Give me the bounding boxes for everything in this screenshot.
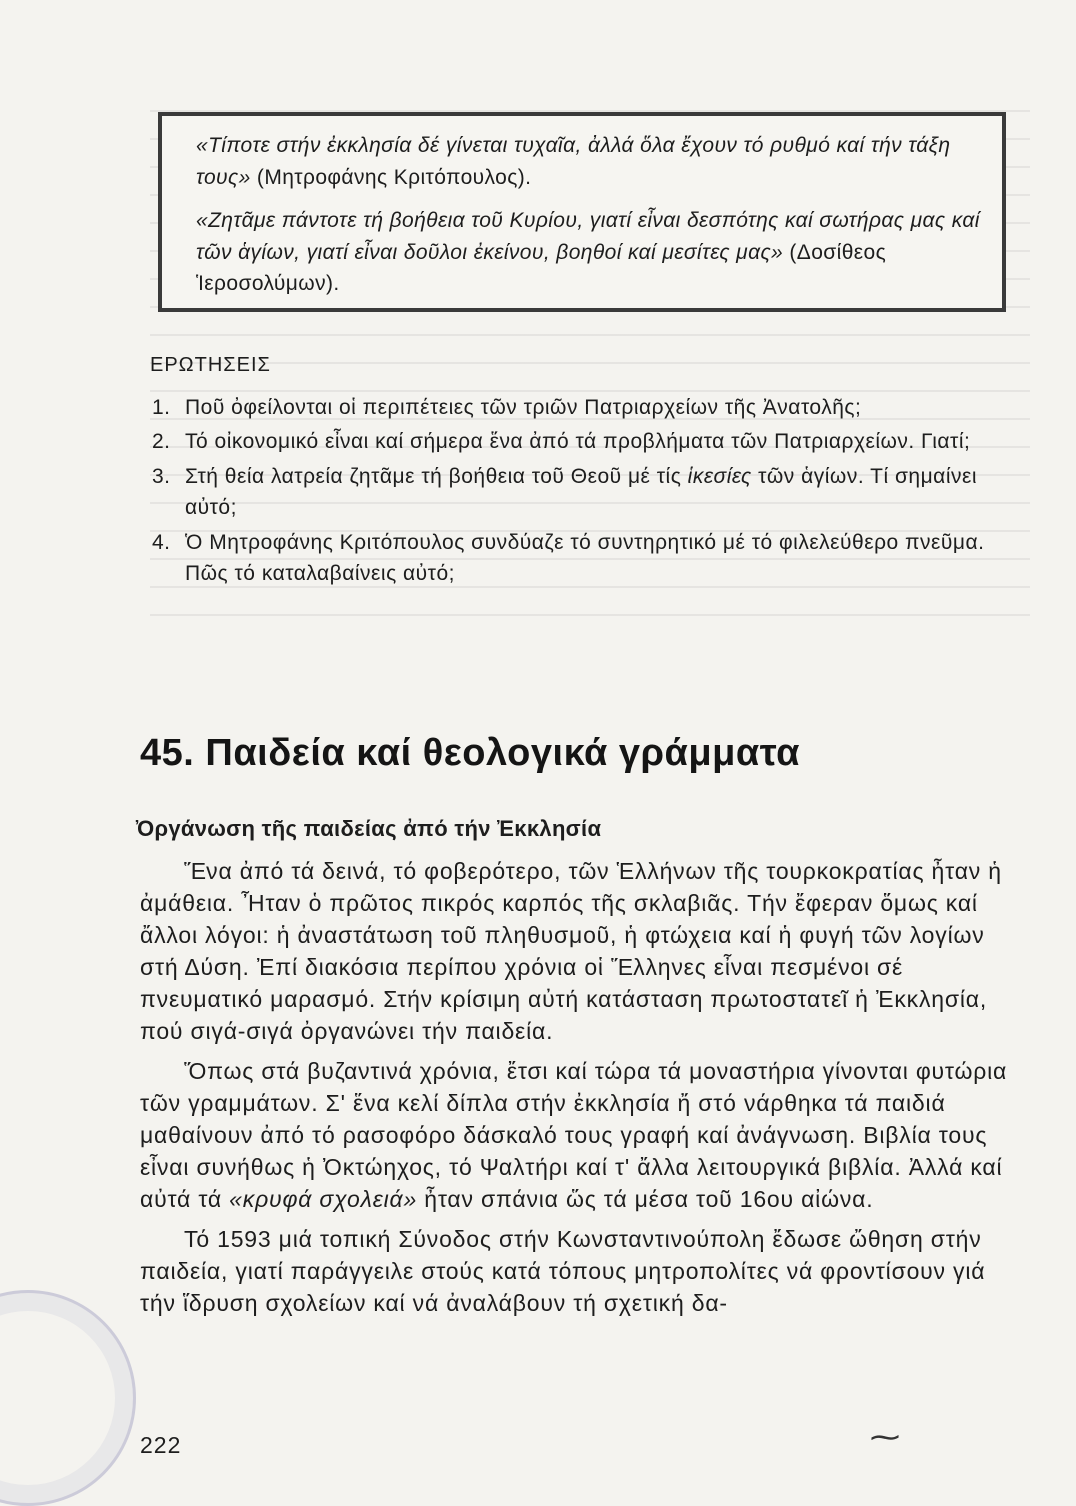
- question-text-italic: ἱκεσίες: [687, 464, 752, 488]
- question-number: 3.: [152, 464, 171, 488]
- question-text: Ποῦ ὀφείλονται οἱ περιπέτειες τῶν τριῶν Πατριαρχείων τῆς Ἀνατολῆς;: [185, 395, 862, 419]
- question-number: 2.: [152, 430, 171, 453]
- library-stamp: [0, 1290, 136, 1506]
- question-item: [150, 426, 1010, 458]
- paragraph: Τό 1593 μιά τοπική Σύνοδος στήν Κωνσταντινούπολη ἔδωσε ὤθηση στήν παιδεία, γιατί παράγγειλε στούς κατά τόπους μητροπολίτες νά φροντίσουν γιά τήν ἵδρυση σχολείων καί νά ἀναλάβουν τή σχετική δα-: [140, 1226, 986, 1316]
- questions-heading: ΕΡΩΤΗΣΕΙΣ: [150, 354, 271, 376]
- quote-dositheos-text: «Ζητᾶμε πάντοτε τή βοήθεια τοῦ Κυρίου, γιατί εἶναι δεσπότης καί σωτήρας μας καί τῶν ἁγίων, γιατί εἶναι δοῦλοι ἐκείνου, βοηθοί καί μεσίτες μας»: [196, 209, 980, 264]
- question-item: [150, 461, 1010, 524]
- question-text: Τό οἰκονομικό εἶναι καί σήμερα ἕνα ἀπό τά προβλήματα τῶν Πατριαρχείων. Γιατί;: [185, 430, 971, 453]
- question-item: [150, 527, 1010, 590]
- paragraph-italic: «κρυφά σχολειά»: [229, 1186, 418, 1212]
- question-number: 1.: [152, 395, 171, 419]
- quote-box: [158, 112, 1006, 312]
- question-text: Ὁ Μητροφάνης Κριτόπουλος συνδύαζε τό συντηρητικό μέ τό φιλελεύθερο πνεῦμα. Πῶς τό καταλαβαίνεις αὐτό;: [185, 530, 985, 585]
- paragraph: [140, 1055, 1028, 1215]
- question-text-pre: Στή θεία λατρεία ζητᾶμε τή βοήθεια τοῦ Θεοῦ μέ τίς: [185, 464, 688, 488]
- paragraph-text: ἦταν σπάνια ὥς τά μέσα τοῦ 16ου αἰώνα.: [417, 1186, 874, 1212]
- question-item: [150, 392, 1010, 424]
- questions-section: [150, 350, 1010, 593]
- section-title: Ὀργάνωση τῆς παιδείας ἀπό τήν Ἐκκλησία: [136, 816, 602, 841]
- question-number: 4.: [152, 530, 171, 554]
- quote-kritopoulos-source: (Μητροφάνης Κριτόπουλος).: [250, 165, 532, 189]
- chapter-title: 45. Παιδεία καί θεολογικά γράμματα: [140, 732, 801, 774]
- page-number: 222: [140, 1432, 182, 1458]
- quote-kritopoulos-text: «Τίποτε στήν ἐκκλησία δέ γίνεται τυχαῖα, ἀλλά ὅλα ἔχουν τό ρυθμό καί τήν τάξη τους»: [196, 134, 951, 189]
- margin-mark-icon: ⁓: [870, 1421, 900, 1454]
- quote-dositheos-source: (Δοσίθεος Ἱεροσολύμων).: [196, 240, 887, 295]
- body-text: [140, 855, 1028, 1327]
- paragraph: Ἕνα ἀπό τά δεινά, τό φοβερότερο, τῶν Ἑλλήνων τῆς τουρκοκρατίας ἦταν ἡ ἀμάθεια. Ἦταν ὁ πρῶτος πικρός καρπός τῆς σκλαβιᾶς. Τήν ἔφεραν ὅμως καί ἄλλοι λόγοι: ἡ ἀναστάτωση τοῦ πληθυσμοῦ, ἡ φτώχεια καί ἡ φυγή τῶν λογίων στή Δύση. Ἐπί διακόσια περίπου χρόνια οἱ Ἕλληνες εἶναι πεσμένοι σέ πνευματικό μαρασμό. Στήν κρίσιμη αὐτή κατάσταση πρωτοστατεῖ ἡ Ἐκκλησία, πού σιγά-σιγά ὀργανώνει τήν παιδεία.: [140, 858, 1002, 1044]
- paragraph-text: Ὅπως στά βυζαντινά χρόνια, ἔτσι καί τώρα τά μοναστήρια γίνονται φυτώρια τῶν γραμμάτων. Σ' ἕνα κελί δίπλα στήν ἐκκλησία ἤ στό νάρθηκα τά παιδιά μαθαίνουν ἀπό τό ρασοφόρο δάσκαλό τους γραφή καί ἀνάγνωση. Βιβλία τους εἶναι συνήθως ἡ Ὀκτώηχος, τό Ψαλτήρι καί τ' ἄλλα λειτουργικά βιβλία. Ἀλλά καί αὐτά τά: [140, 1058, 1008, 1212]
- quote-dositheos: [196, 205, 982, 300]
- questions-list: [150, 392, 1010, 590]
- question-text-post: τῶν ἁγίων. Τί σημαίνει αὐτό;: [185, 464, 978, 519]
- quote-kritopoulos: [196, 130, 982, 193]
